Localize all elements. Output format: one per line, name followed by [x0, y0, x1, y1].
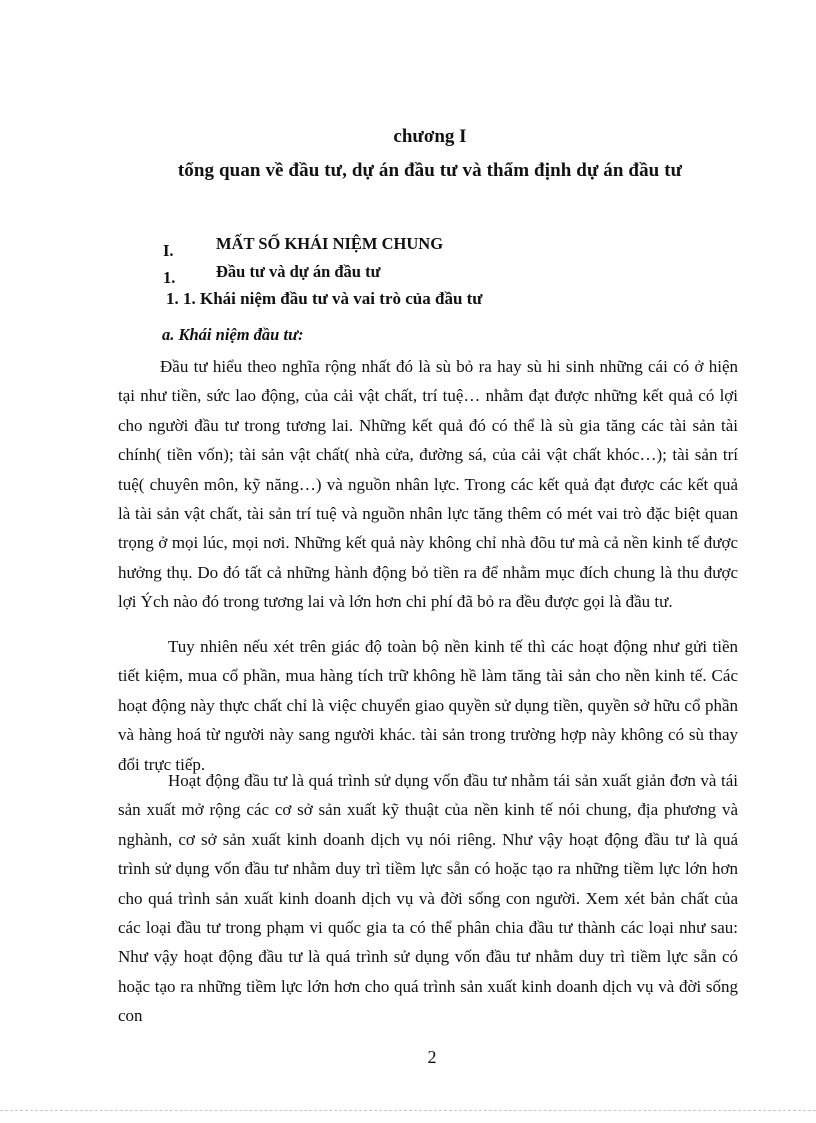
sub-subsection-title: 1. 1. Khái niệm đầu tư và vai trò của đầu tư [166, 289, 483, 308]
body-paragraph: Hoạt động đầu tư là quá trình sử dụng vốn đầu tư nhằm tái sản xuất giản đơn và tái sản xuất mở rộng các cơ sở sản xuất kỹ thuật của nền kinh tế nói chung, địa phương và nghành, cơ sở sản xuất kinh doanh dịch vụ nói riêng. Như vậy hoạt động đầu tư là quá trình sử dụng vốn đầu tư nhằm duy trì tiềm lực sẵn có hoặc tạo ra những tiềm lực lớn hơn cho quá trình sản xuất kinh doanh dịch vụ và đời sống con người. Xem xét bản chất của các loại đầu tư trong phạm vi quốc gia ta có thể phân chia đầu tư thành các loại như sau: Như vậy hoạt động đầu tư là quá trình sử dụng vốn đầu tư nhằm duy trì tiềm lực sẵn có hoặc tạo ra những tiềm lực lớn hơn cho quá trình sản xuất kinh doanh dịch vụ và đời sống con [118, 771, 738, 1026]
item-heading: a. Khái niệm đầu tư: [162, 325, 304, 344]
chapter-subtitle: tổng quan về đầu tư, dự án đầu tư và thẩm định dự án đầu tư [177, 160, 683, 181]
body-paragraph: Tuy nhiên nếu xét trên giác độ toàn bộ nền kinh tế thì các hoạt động như gửi tiền tiết kiệm, mua cổ phần, mua hàng tích trữ không hề làm tăng tài sản cho nền kinh tế. Các hoạt động này thực chất chỉ là việc chuyển giao quyền sử dụng tiền, quyền sở hữu cổ phần và hàng hoá từ người này sang người khác. tài sản trong trường hợp này không có sù thay đổi trực tiếp. [118, 637, 738, 774]
subsection-number: 1. [163, 268, 176, 287]
page-number: 2 [427, 1047, 437, 1067]
subsection-title: Đầu tư và dự án đầu tư [216, 262, 381, 281]
body-paragraph: Đầu tư hiểu theo nghĩa rộng nhất đó là sù bỏ ra hay sù hi sinh những cái có ở hiện tại như tiền, sức lao động, của cải vật chất, trí tuệ… nhằm đạt được những kết quả có lợi cho người đầu tư trong tương lai. Những kết quả đó có thể là sù gia tăng các tài sản tài chính( tiền vốn); tài sản vật chất( nhà cửa, đường sá, của cải vật chất khóc…); tài sản trí tuệ( chuyên môn, kỹ năng…) và nguồn nhân lực. Trong các kết quả đạt được các kết quả là tài sản vật chất, tài sản trí tuệ và nguồn nhân lực tăng thêm có mét vai trò đặc biệt quan trọng ở mọi lúc, mọi nơi. Những kết quả này không chỉ nhà đõu tư mà cả nền kinh tế được hưởng thụ. Do đó tất cả những hành động bỏ tiền ra để nhằm mục đích chung là thu được lợi Ých nào đó trong tương lai và lớn hơn chi phí đã bỏ ra đều được gọi là đầu tư. [118, 357, 738, 612]
chapter-heading: chương I [393, 126, 467, 147]
section-number: I. [163, 241, 174, 260]
section-title: MẤT SỐ KHÁI NIỆM CHUNG [216, 234, 444, 253]
page-divider [0, 1110, 816, 1111]
